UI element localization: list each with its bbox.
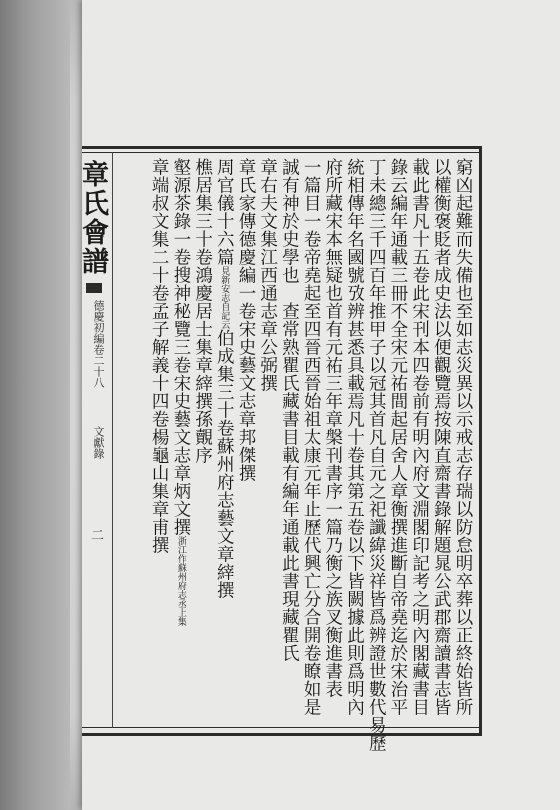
book-spine-shadow xyxy=(0,0,70,810)
text-column: 樵居集三十卷鴻慶居士集章縡撰孫覿序 xyxy=(192,158,213,464)
text-column: 統相傳年名國號攷辨甚悉具載焉凡十卷其第五卷以下皆闕據此則爲明內 xyxy=(344,158,365,716)
text-column: 丁未總三千四百年推甲子以冠其首凡自元之祀讖緯災祥皆爲辨證世數代易歷 xyxy=(366,158,387,752)
text-column xyxy=(169,158,191,723)
main-text xyxy=(149,158,473,752)
text-column: 載此書凡十五卷此宋刊本四卷前有明內府文淵閣印記考之明內閣藏書目 xyxy=(409,158,430,716)
frame-right-rule xyxy=(479,146,482,736)
entry-text: 伯成集三十卷蘇州府志藝文章縡撰 xyxy=(214,329,235,599)
frame-top-rule xyxy=(82,146,482,149)
text-column: 章氏家傳德慶編一卷宋史藝文志章邦傑撰 xyxy=(235,158,256,482)
interlinear-note: 見新安志自記云 xyxy=(219,266,230,329)
frame-bottom-rule xyxy=(82,733,482,736)
text-column: 誠有神於史學也 查常熟瞿氏藏書目載有編年通載此書現藏瞿氏 xyxy=(279,158,300,662)
volume-label: 德慶初編卷二十八 xyxy=(92,300,105,388)
margin-column-rule xyxy=(112,152,113,728)
text-column: 錄云編年通載三冊不全宋元祐間起居舍人章衡撰進斷自帝堯迄於宋治平 xyxy=(387,158,408,716)
text-column xyxy=(213,158,235,723)
text-column: 一篇目一卷帝堯起至四晉西晉始祖太康元年止歷代興亡分合開卷瞭如是 xyxy=(301,158,322,716)
text-column: 府所藏宋本無疑也首有元祐三年章槃刊書序一篇乃衡之族叉衡進書表 xyxy=(322,158,343,698)
entry-title: 壑源茶錄一卷搜神秘覽三卷宋史藝文志章炳文撰 xyxy=(170,158,191,536)
entry-title: 周官儀十六篇 xyxy=(214,158,235,266)
text-column: 章端叔文集二十卷孟子解義十四卷楊龜山集章甫撰 xyxy=(149,158,170,554)
text-column: 以權衡褒貶者成史法以便觀覽焉按陳直齋書錄解題晁公武郡齋讀書志皆 xyxy=(431,158,452,716)
frame-bottom-rule-inner xyxy=(82,727,482,728)
interlinear-note: 浙江作蘇州府志丞上集 xyxy=(175,536,186,626)
text-column: 章右夫文集江西通志章公弼撰 xyxy=(257,158,278,392)
book-title: 章氏會譜 xyxy=(77,160,108,276)
frame-top-rule-inner xyxy=(82,152,482,153)
text-column: 窮凶起難而失備也至如志災異以示戒志存瑞以防怠明卒葬以正終始皆所 xyxy=(453,158,473,716)
section-label: 文獻錄 xyxy=(92,426,105,459)
page-number: 二 xyxy=(88,528,103,541)
fish-tail-mark xyxy=(86,283,102,293)
